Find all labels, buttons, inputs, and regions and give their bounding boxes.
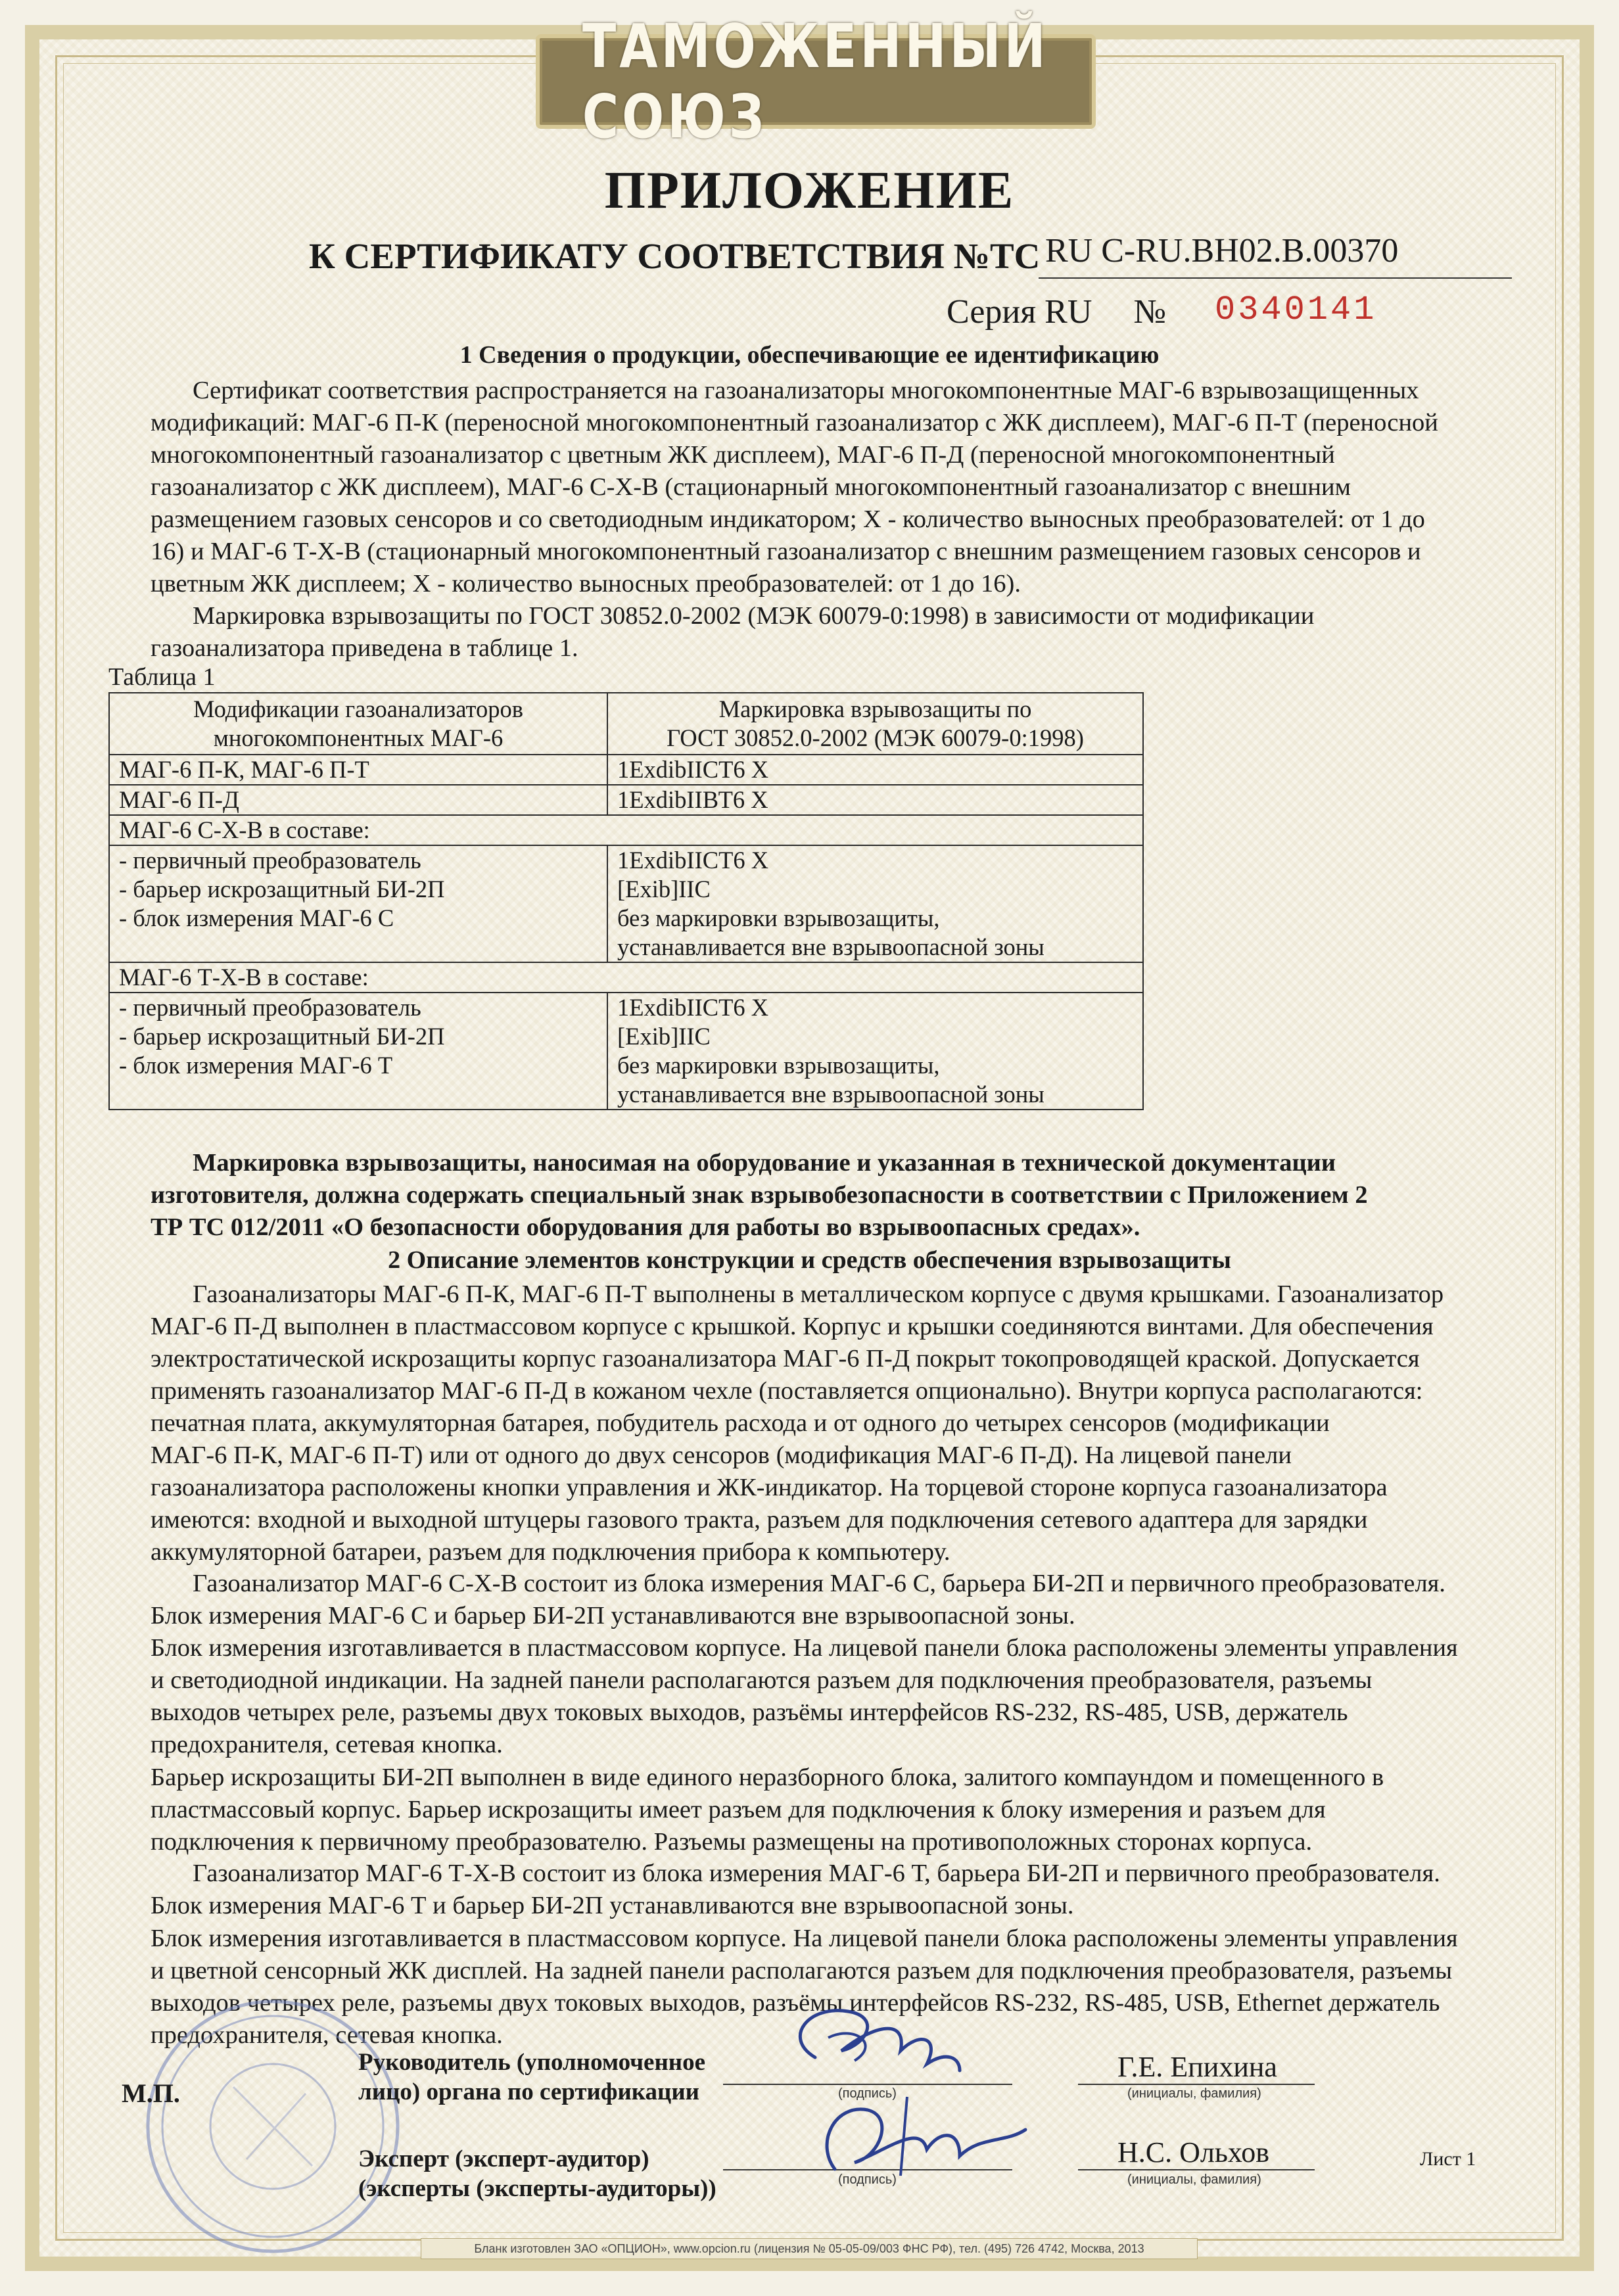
label-line: лицо) органа по сертификации (358, 2078, 699, 2105)
table-header-modifications (109, 693, 607, 755)
text-line: Блок измерения изготавливается в пластмассовом корпусе. На лицевой панели блока расположены элементы управления (151, 1634, 1458, 1662)
marking-item: [Exib]IIС (617, 1023, 711, 1050)
head-name: Г.Е. Епихина (1117, 2051, 1277, 2083)
text-line: подключения к первичному преобразователю. Разъемы размещены на противоположных сторонах корпуса. (151, 1828, 1313, 1856)
marking-requirement-note (108, 1147, 1512, 1244)
table-row (109, 993, 1143, 1110)
table-cell-modification: МАГ-6 П-К, МАГ-6 П-Т (109, 755, 607, 785)
sheet-number: Лист 1 (1420, 2148, 1476, 2170)
text-line: Сертификат соответствия распространяется на газоанализаторы многокомпонентные МАГ-6 взрывозащищенных (193, 377, 1419, 404)
text-line: выходов четырех реле, разъемы двух токовых выходов, разъёмы интерфейсов RS-232, RS-485, USB, Ethernet держатель (151, 1989, 1440, 2017)
table-cell-markings (607, 993, 1143, 1110)
header-line: ГОСТ 30852.0-2002 (МЭК 60079-0:1998) (667, 724, 1084, 751)
text-line: газоанализатора расположены кнопки управления и ЖК-индикатор. На торцевой стороне корпуса газоанализатора (151, 1474, 1388, 1501)
customs-union-banner (536, 11, 1096, 152)
table-row (109, 785, 1143, 815)
text-line: предохранителя, сетевая кнопка. (151, 1731, 503, 1758)
section-1-paragraph-2 (108, 600, 1512, 665)
head-of-body-label (358, 2048, 705, 2107)
seal-place-label: М.П. (122, 2078, 180, 2108)
head-signature (769, 1998, 966, 2090)
component-item: - блок измерения МАГ-6 С (119, 904, 394, 931)
component-item: - блок измерения МАГ-6 Т (119, 1052, 393, 1079)
series-value: RU (1044, 293, 1092, 331)
component-item: - барьер искрозащитный БИ-2П (119, 1023, 445, 1050)
expert-name-caption: (инициалы, фамилия) (1127, 2172, 1261, 2187)
table-cell-marking: 1ExdibIIВТ6 Х (607, 785, 1143, 815)
expert-signature-caption: (подпись) (838, 2172, 897, 2187)
text-line: ТР ТС 012/2011 «О безопасности оборудования для работы во взрывоопасных средах». (151, 1213, 1140, 1241)
head-signature-caption: (подпись) (838, 2086, 897, 2101)
text-line: предохранителя, сетевая кнопка. (151, 2021, 503, 2049)
marking-item: [Exib]IIС (617, 876, 711, 902)
page-title: ПРИЛОЖЕНИЕ (604, 162, 1015, 220)
header-line: Маркировка взрывозащиты по (718, 695, 1032, 722)
certificate-number: RU С-RU.ВН02.В.00370 (1045, 232, 1399, 269)
table-group-title: МАГ-6 Т-Х-В в составе: (109, 962, 1143, 993)
text-line: Газоанализаторы МАГ-6 П-К, МАГ-6 П-Т выполнены в металлическом корпусе с двумя крышками. Газоанализатор (193, 1280, 1444, 1308)
section-1-heading: 1 Сведения о продукции, обеспечивающие ее идентификацию (459, 341, 1160, 369)
marking-item: 1ExdibIIСТ6 Х (617, 847, 769, 874)
blank-number: 0340141 (1215, 291, 1377, 329)
table-cell-components (109, 993, 607, 1110)
number-sign: № (1133, 293, 1167, 331)
marking-item: без маркировки взрывозащиты, (617, 1052, 940, 1079)
component-item: - первичный преобразователь (119, 994, 421, 1021)
table-cell-modification: МАГ-6 П-Д (109, 785, 607, 815)
section-2-paragraph-4 (108, 1762, 1512, 1858)
text-line: многокомпонентный газоанализатор с цветным ЖК дисплеем), МАГ-6 П-Д (переносной многокомпонентный (151, 441, 1335, 469)
table-row (109, 845, 1143, 962)
component-item: - первичный преобразователь (119, 847, 421, 874)
blank-printer-footer: Бланк изготовлен ЗАО «ОПЦИОН», www.opcion.ru (лицензия № 05-05-09/003 ФНС РФ), тел. (495) 726 4742, Москва, 2013 (421, 2238, 1198, 2259)
section-1-paragraph-1 (108, 375, 1512, 600)
table-cell-marking: 1ExdibIIСТ6 Х (607, 755, 1143, 785)
section-2-paragraph-2 (108, 1568, 1512, 1632)
text-line: электростатической искрозащиты корпус газоанализатора МАГ-6 П-Д покрыт токопроводящей краской. Допускается (151, 1345, 1420, 1372)
text-line: МАГ-6 П-К, МАГ-6 П-Т) или от одного до двух сенсоров (модификация МАГ-6 П-Д). На лицевой панели (151, 1441, 1292, 1469)
marking-item: 1ExdibIIСТ6 Х (617, 994, 769, 1021)
text-line: Газоанализатор МАГ-6 С-Х-В состоит из блока измерения МАГ-6 С, барьера БИ-2П и первичного преобразователя. (193, 1570, 1445, 1597)
table-cell-markings (607, 845, 1143, 962)
label-line: Руководитель (уполномоченное (358, 2049, 706, 2076)
text-line: Маркировка взрывозащиты, наносимая на оборудование и указанная в технической документации (193, 1149, 1336, 1177)
head-name-caption: (инициалы, фамилия) (1127, 2086, 1261, 2101)
marking-item: устанавливается вне взрывоопасной зоны (617, 933, 1044, 960)
text-line: Газоанализатор МАГ-6 Т-Х-В состоит из блока измерения МАГ-6 Т, барьера БИ-2П и первичного преобразователя. (193, 1860, 1440, 1887)
text-line: и светодиодной индикации. На задней панели располагаются разъем для подключения преобразователя, разъемы (151, 1666, 1373, 1694)
text-line: газоанализатора приведена в таблице 1. (151, 634, 578, 662)
section-2-paragraph-5 (108, 1858, 1512, 1922)
component-item: - барьер искрозащитный БИ-2П (119, 876, 445, 902)
text-line: имеются: входной и выходной штуцеры газового тракта, разъем для подключения сетевого адаптера для зарядки (151, 1506, 1368, 1534)
label-line: (эксперты (эксперты-аудиторы)) (358, 2175, 716, 2202)
certificate-label: К СЕРТИФИКАТУ СООТВЕТСТВИЯ №ТС (309, 236, 1041, 276)
text-line: Блок измерения изготавливается в пластмассовом корпусе. На лицевой панели блока расположены элементы управления (151, 1925, 1458, 1952)
expert-name-line (1078, 2169, 1315, 2170)
series-line (947, 293, 1166, 331)
text-line: цветным ЖК дисплеем; Х - количество выносных преобразователей: от 1 до 16). (151, 570, 1021, 597)
section-2-paragraph-1 (108, 1278, 1512, 1568)
text-line: Блок измерения МАГ-6 Т и барьер БИ-2П устанавливаются вне взрывоопасной зоны. (151, 1892, 1074, 1919)
section-2-heading: 2 Описание элементов конструкции и средств обеспечения взрывозащиты (388, 1246, 1231, 1274)
text-line: МАГ-6 П-Д выполнен в пластмассовом корпусе с крышкой. Корпус и крышки соединяются винтами. Для обеспечения (151, 1313, 1434, 1340)
text-line: изготовителя, должна содержать специальный знак взрывобезопасности в соответствии с Приложением 2 (151, 1181, 1368, 1209)
label-line: Эксперт (эксперт-аудитор) (358, 2145, 649, 2172)
marking-item: устанавливается вне взрывоопасной зоны (617, 1081, 1044, 1108)
table-header-marking (607, 693, 1143, 755)
text-line: Блок измерения МАГ-6 С и барьер БИ-2П устанавливаются вне взрывоопасной зоны. (151, 1602, 1075, 1629)
seal-stamp (135, 1988, 411, 2264)
text-line: и цветной сенсорный ЖК дисплей. На задней панели располагаются разъем для подключения преобразователя, разъемы (151, 1957, 1453, 1984)
certificate-number-underline (1039, 277, 1512, 279)
marking-table (108, 692, 1144, 1110)
text-line: модификаций: МАГ-6 П-К (переносной многокомпонентный газоанализатор с ЖК дисплеем), МАГ-6 П-Т (переносной (151, 409, 1438, 436)
text-line: печатная плата, аккумуляторная батарея, побудитель расхода и от одного до четырех сенсоров (модификации (151, 1409, 1330, 1437)
text-line: применять газоанализатор МАГ-6 П-Д в кожаном чехле (поставляется опционально). Внутри корпуса располагаются: (151, 1377, 1423, 1405)
table-header-row (109, 693, 1143, 755)
table-row (109, 755, 1143, 785)
text-line: выходов четырех реле, разъемы двух токовых выходов, разъёмы интерфейсов RS-232, RS-485, USB, держатель (151, 1699, 1348, 1726)
text-line: Маркировка взрывозащиты по ГОСТ 30852.0-2002 (МЭК 60079-0:1998) в зависимости от модификации (193, 602, 1315, 630)
text-line: 16) и МАГ-6 Т-Х-В (стационарный многокомпонентный газоанализатор с внешним размещением газовых сенсоров и (151, 538, 1421, 565)
text-line: размещением газовых сенсоров и со светодиодным индикатором; Х - количество выносных преобразователей: от 1 до (151, 505, 1425, 533)
text-line: газоанализатор с ЖК дисплеем), МАГ-6 С-Х-В (стационарный многокомпонентный газоанализатор с внешним (151, 473, 1351, 501)
marking-item: без маркировки взрывозащиты, (617, 904, 940, 931)
table-cell-components (109, 845, 607, 962)
expert-signature (809, 2084, 1032, 2189)
text-line: пластмассовый корпус. Барьер искрозащиты имеет разъем для подключения к блоку измерения и разъем для (151, 1796, 1326, 1823)
header-line: Модификации газоанализаторов (193, 695, 523, 722)
text-line: Барьер искрозащиты БИ-2П выполнен в виде единого неразборного блока, залитого компаундом и помещенного в (151, 1764, 1384, 1791)
banner-text: ТАМОЖЕННЫЙ СОЮЗ (582, 11, 1049, 152)
table-caption: Таблица 1 (108, 663, 216, 691)
table-group-title-row (109, 815, 1143, 845)
table-group-title-row (109, 962, 1143, 993)
expert-label (358, 2144, 716, 2203)
table-group-title: МАГ-6 С-Х-В в составе: (109, 815, 1143, 845)
section-2-paragraph-3 (108, 1632, 1512, 1761)
expert-name: Н.С. Ольхов (1117, 2136, 1270, 2168)
text-line: аккумуляторной батареи, разъем для подключения прибора к компьютеру. (151, 1538, 950, 1566)
series-label: Серия (947, 293, 1037, 331)
head-name-line (1078, 2084, 1315, 2085)
header-line: многокомпонентных МАГ-6 (213, 724, 504, 751)
